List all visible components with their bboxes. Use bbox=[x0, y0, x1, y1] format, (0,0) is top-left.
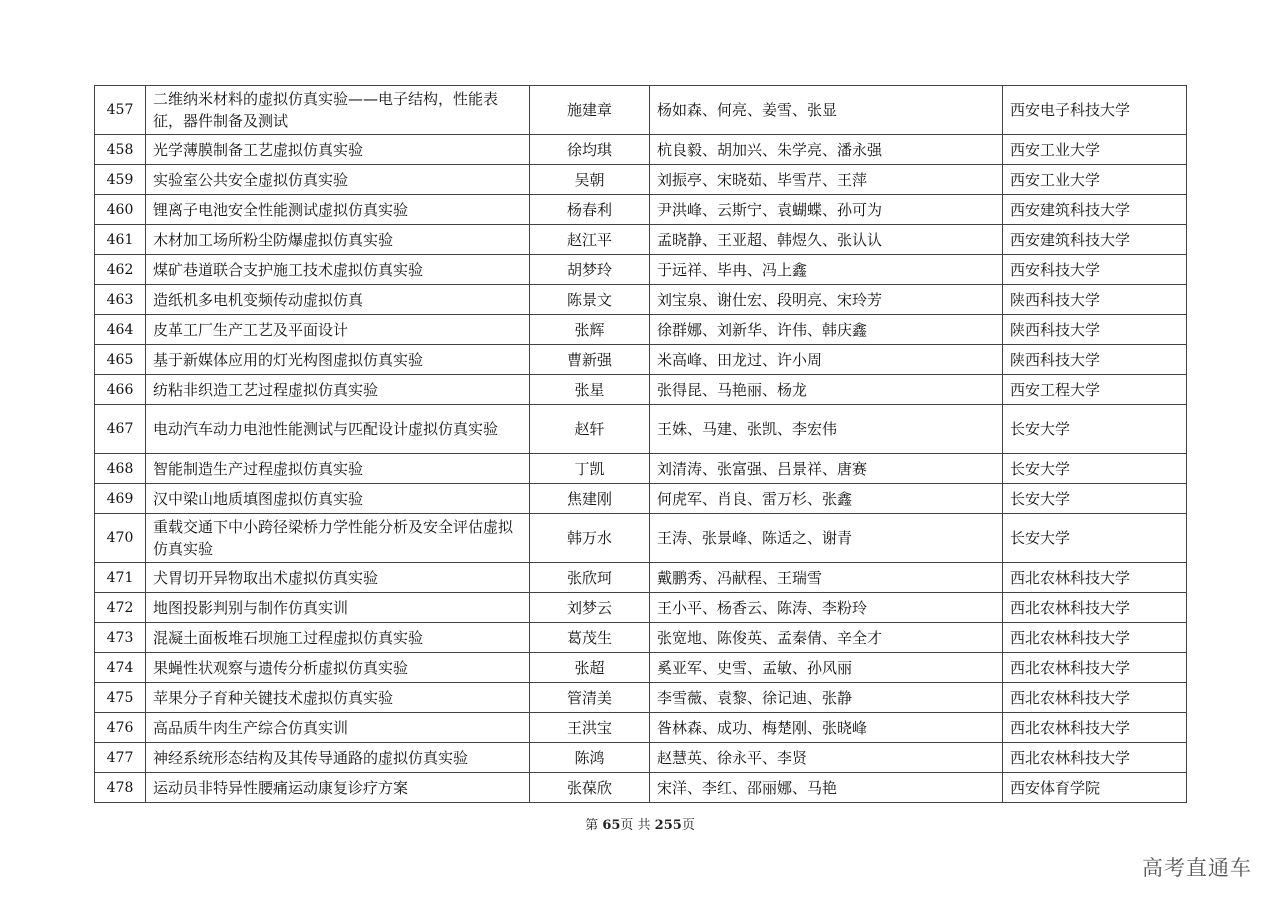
team-members: 刘清涛、张富强、吕景祥、唐赛 bbox=[650, 454, 1003, 484]
school-name: 长安大学 bbox=[1003, 484, 1187, 514]
footer-mid: 页 共 bbox=[620, 818, 655, 833]
row-number: 457 bbox=[95, 86, 146, 135]
project-name: 犬胃切开异物取出术虚拟仿真实验 bbox=[146, 563, 530, 593]
row-number: 468 bbox=[95, 454, 146, 484]
project-name: 光学薄膜制备工艺虚拟仿真实验 bbox=[146, 135, 530, 165]
project-leader: 丁凯 bbox=[530, 454, 650, 484]
project-leader: 张星 bbox=[530, 375, 650, 405]
school-name: 西安工业大学 bbox=[1003, 165, 1187, 195]
team-members: 刘宝泉、谢仕宏、段明亮、宋玲芳 bbox=[650, 285, 1003, 315]
row-number: 463 bbox=[95, 285, 146, 315]
project-name: 二维纳米材料的虚拟仿真实验——电子结构，性能表征，器件制备及测试 bbox=[146, 86, 530, 135]
school-name: 西北农林科技大学 bbox=[1003, 713, 1187, 743]
project-leader: 张葆欣 bbox=[530, 773, 650, 803]
row-number: 467 bbox=[95, 405, 146, 454]
project-name: 汉中梁山地质填图虚拟仿真实验 bbox=[146, 484, 530, 514]
project-table bbox=[94, 85, 1187, 803]
team-members: 米高峰、田龙过、许小周 bbox=[650, 345, 1003, 375]
project-leader: 陈鸿 bbox=[530, 743, 650, 773]
project-leader: 杨春利 bbox=[530, 195, 650, 225]
row-number: 461 bbox=[95, 225, 146, 255]
table-row bbox=[95, 375, 1187, 405]
project-name: 基于新媒体应用的灯光构图虚拟仿真实验 bbox=[146, 345, 530, 375]
row-number: 459 bbox=[95, 165, 146, 195]
row-number: 476 bbox=[95, 713, 146, 743]
table-row bbox=[95, 743, 1187, 773]
project-leader: 管清美 bbox=[530, 683, 650, 713]
school-name: 陕西科技大学 bbox=[1003, 315, 1187, 345]
project-leader: 施建章 bbox=[530, 86, 650, 135]
project-leader: 陈景文 bbox=[530, 285, 650, 315]
row-number: 464 bbox=[95, 315, 146, 345]
team-members: 何虎军、肖良、雷万杉、张鑫 bbox=[650, 484, 1003, 514]
page-footer bbox=[0, 814, 1280, 833]
total-page-number: 255 bbox=[654, 818, 682, 833]
school-name: 长安大学 bbox=[1003, 405, 1187, 454]
school-name: 陕西科技大学 bbox=[1003, 285, 1187, 315]
row-number: 460 bbox=[95, 195, 146, 225]
team-members: 王姝、马建、张凯、李宏伟 bbox=[650, 405, 1003, 454]
project-leader: 曹新强 bbox=[530, 345, 650, 375]
table-row bbox=[95, 86, 1187, 135]
team-members: 张得昆、马艳丽、杨龙 bbox=[650, 375, 1003, 405]
row-number: 478 bbox=[95, 773, 146, 803]
footer-suffix: 页 bbox=[681, 818, 695, 833]
table-row bbox=[95, 484, 1187, 514]
table-row bbox=[95, 345, 1187, 375]
table-row bbox=[95, 563, 1187, 593]
team-members: 徐群娜、刘新华、许伟、韩庆鑫 bbox=[650, 315, 1003, 345]
row-number: 474 bbox=[95, 653, 146, 683]
row-number: 466 bbox=[95, 375, 146, 405]
project-leader: 刘梦云 bbox=[530, 593, 650, 623]
team-members: 于远祥、毕冉、冯上鑫 bbox=[650, 255, 1003, 285]
table-row bbox=[95, 225, 1187, 255]
team-members: 赵慧英、徐永平、李贤 bbox=[650, 743, 1003, 773]
school-name: 长安大学 bbox=[1003, 514, 1187, 563]
team-members: 刘振亭、宋晓茹、毕雪芹、王萍 bbox=[650, 165, 1003, 195]
project-name: 重载交通下中小跨径梁桥力学性能分析及安全评估虚拟仿真实验 bbox=[146, 514, 530, 563]
table-row bbox=[95, 195, 1187, 225]
row-number: 472 bbox=[95, 593, 146, 623]
table-row bbox=[95, 405, 1187, 454]
project-name: 混凝土面板堆石坝施工过程虚拟仿真实验 bbox=[146, 623, 530, 653]
project-name: 苹果分子育种关键技术虚拟仿真实验 bbox=[146, 683, 530, 713]
table-row bbox=[95, 773, 1187, 803]
team-members: 张宽地、陈俊英、孟秦倩、辛全才 bbox=[650, 623, 1003, 653]
project-leader: 徐均琪 bbox=[530, 135, 650, 165]
team-members: 王涛、张景峰、陈适之、谢青 bbox=[650, 514, 1003, 563]
table-row bbox=[95, 255, 1187, 285]
project-name: 纺粘非织造工艺过程虚拟仿真实验 bbox=[146, 375, 530, 405]
school-name: 西北农林科技大学 bbox=[1003, 623, 1187, 653]
project-leader: 焦建刚 bbox=[530, 484, 650, 514]
row-number: 465 bbox=[95, 345, 146, 375]
project-name: 皮革工厂生产工艺及平面设计 bbox=[146, 315, 530, 345]
project-name: 神经系统形态结构及其传导通路的虚拟仿真实验 bbox=[146, 743, 530, 773]
project-leader: 赵江平 bbox=[530, 225, 650, 255]
project-leader: 葛茂生 bbox=[530, 623, 650, 653]
school-name: 西安建筑科技大学 bbox=[1003, 195, 1187, 225]
row-number: 473 bbox=[95, 623, 146, 653]
project-name: 造纸机多电机变频传动虚拟仿真 bbox=[146, 285, 530, 315]
current-page-number: 65 bbox=[602, 818, 621, 833]
project-name: 智能制造生产过程虚拟仿真实验 bbox=[146, 454, 530, 484]
project-leader: 胡梦玲 bbox=[530, 255, 650, 285]
project-leader: 张辉 bbox=[530, 315, 650, 345]
school-name: 西安电子科技大学 bbox=[1003, 86, 1187, 135]
project-name: 运动员非特异性腰痛运动康复诊疗方案 bbox=[146, 773, 530, 803]
project-name: 锂离子电池安全性能测试虚拟仿真实验 bbox=[146, 195, 530, 225]
row-number: 462 bbox=[95, 255, 146, 285]
row-number: 477 bbox=[95, 743, 146, 773]
team-members: 杨如森、何亮、姜雪、张显 bbox=[650, 86, 1003, 135]
row-number: 475 bbox=[95, 683, 146, 713]
project-leader: 韩万水 bbox=[530, 514, 650, 563]
table-row bbox=[95, 514, 1187, 563]
row-number: 458 bbox=[95, 135, 146, 165]
table-row bbox=[95, 713, 1187, 743]
school-name: 长安大学 bbox=[1003, 454, 1187, 484]
team-members: 李雪薇、袁黎、徐记迪、张静 bbox=[650, 683, 1003, 713]
watermark: 高考直通车 bbox=[1142, 856, 1252, 880]
row-number: 469 bbox=[95, 484, 146, 514]
project-name: 电动汽车动力电池性能测试与匹配设计虚拟仿真实验 bbox=[146, 405, 530, 454]
row-number: 471 bbox=[95, 563, 146, 593]
table-row bbox=[95, 683, 1187, 713]
table-row bbox=[95, 135, 1187, 165]
team-members: 王小平、杨香云、陈涛、李粉玲 bbox=[650, 593, 1003, 623]
project-name: 实验室公共安全虚拟仿真实验 bbox=[146, 165, 530, 195]
table-row bbox=[95, 653, 1187, 683]
project-name: 高品质牛肉生产综合仿真实训 bbox=[146, 713, 530, 743]
team-members: 杭良毅、胡加兴、朱学亮、潘永强 bbox=[650, 135, 1003, 165]
school-name: 陕西科技大学 bbox=[1003, 345, 1187, 375]
project-table-body bbox=[95, 86, 1187, 803]
project-leader: 张欣珂 bbox=[530, 563, 650, 593]
team-members: 昝林森、成功、梅楚刚、张晓峰 bbox=[650, 713, 1003, 743]
table-row bbox=[95, 165, 1187, 195]
team-members: 尹洪峰、云斯宁、袁蝴蝶、孙可为 bbox=[650, 195, 1003, 225]
project-name: 果蝇性状观察与遗传分析虚拟仿真实验 bbox=[146, 653, 530, 683]
project-leader: 赵轩 bbox=[530, 405, 650, 454]
table-row bbox=[95, 623, 1187, 653]
team-members: 孟晓静、王亚超、韩煜久、张认认 bbox=[650, 225, 1003, 255]
school-name: 西安建筑科技大学 bbox=[1003, 225, 1187, 255]
table-row bbox=[95, 454, 1187, 484]
footer-prefix: 第 bbox=[585, 818, 603, 833]
table-row bbox=[95, 315, 1187, 345]
school-name: 西安科技大学 bbox=[1003, 255, 1187, 285]
school-name: 西北农林科技大学 bbox=[1003, 743, 1187, 773]
school-name: 西北农林科技大学 bbox=[1003, 683, 1187, 713]
school-name: 西北农林科技大学 bbox=[1003, 563, 1187, 593]
school-name: 西安工程大学 bbox=[1003, 375, 1187, 405]
school-name: 西北农林科技大学 bbox=[1003, 593, 1187, 623]
school-name: 西安体育学院 bbox=[1003, 773, 1187, 803]
project-leader: 张超 bbox=[530, 653, 650, 683]
project-name: 地图投影判别与制作仿真实训 bbox=[146, 593, 530, 623]
table-row bbox=[95, 593, 1187, 623]
project-name: 煤矿巷道联合支护施工技术虚拟仿真实验 bbox=[146, 255, 530, 285]
row-number: 470 bbox=[95, 514, 146, 563]
team-members: 宋洋、李红、邵丽娜、马艳 bbox=[650, 773, 1003, 803]
project-name: 木材加工场所粉尘防爆虚拟仿真实验 bbox=[146, 225, 530, 255]
project-leader: 吴朝 bbox=[530, 165, 650, 195]
team-members: 戴鹏秀、冯献程、王瑞雪 bbox=[650, 563, 1003, 593]
school-name: 西北农林科技大学 bbox=[1003, 653, 1187, 683]
table-row bbox=[95, 285, 1187, 315]
team-members: 奚亚军、史雪、孟敏、孙风丽 bbox=[650, 653, 1003, 683]
project-leader: 王洪宝 bbox=[530, 713, 650, 743]
school-name: 西安工业大学 bbox=[1003, 135, 1187, 165]
